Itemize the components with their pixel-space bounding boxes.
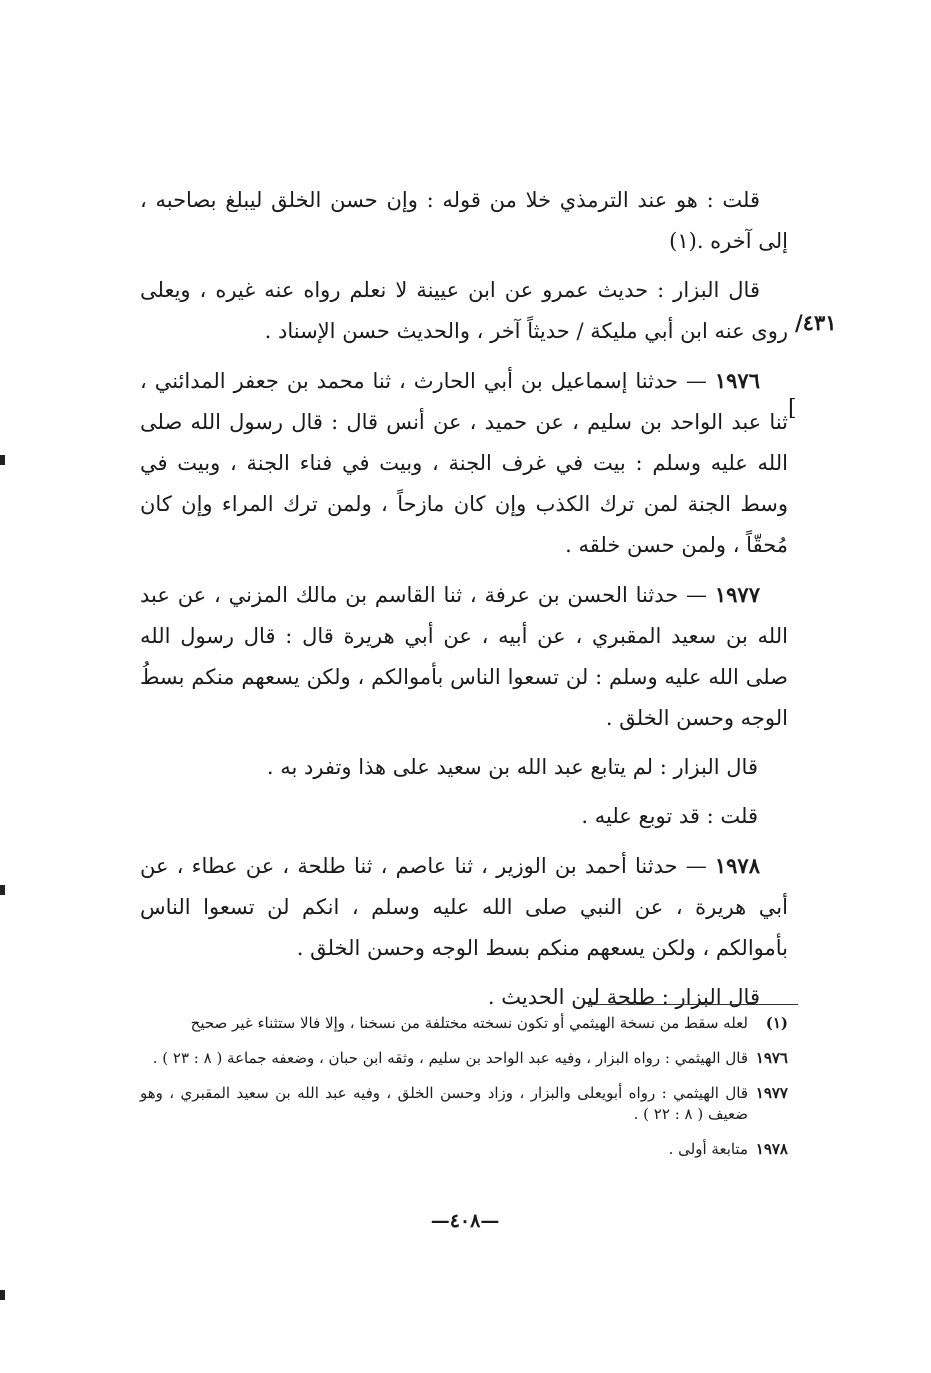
hadith-number: ١٩٧٧ (714, 582, 760, 607)
footnote-text: متابعة أولى . (668, 1140, 748, 1158)
scan-edge-mark (0, 455, 5, 465)
page-number: —٤٠٨— (430, 1210, 500, 1232)
footnote (140, 1048, 788, 1069)
hadith-number: ١٩٧٨ (714, 853, 760, 878)
footnote-text: قال الهيثمي : رواه البزار ، وفيه عبد الواحد بن سليم ، وثقه ابن حبان ، وضعفه جماعة ( ٨ : ٢٣ ) . (152, 1049, 748, 1067)
footnote-text: لعله سقط من نسخة الهيثمي أو تكون نسخته مختلفة من نسخنا ، وإلا فالا ستثناء غير صحيح (190, 1014, 748, 1032)
footnote-label: ١٩٧٨ (755, 1140, 788, 1158)
paragraph-p1: قلت : هو عند الترمذي خلا من قوله : وإن حسن الخلق ليبلغ بصاحبه ، إلى آخره .(١) (140, 188, 788, 253)
scan-edge-mark (0, 885, 5, 895)
margin-page-reference: ٤٣١/ (795, 310, 837, 335)
footnote-label: (١) (765, 1014, 788, 1032)
main-text (140, 180, 788, 1026)
footnote-text: قال الهيثمي : رواه أبويعلى والبزار ، وزاد وحسن الخلق ، وفيه عبد الله بن سعيد المقبري ، وهو ضعيف ( ٨ : ٢٢ ) . (140, 1084, 748, 1123)
footnote (140, 1013, 788, 1034)
scan-edge-mark (0, 1290, 5, 1300)
bracket-mark: [ (788, 396, 797, 421)
paragraph-p2: قال البزار : حديث عمرو عن ابن عيينة لا نعلم رواه عنه غيره ، ويعلى روى عنه ابن أبي مليكة / حديثاً آخر ، والحديث حسن الإسناد . (140, 278, 788, 343)
footnote (140, 1139, 788, 1160)
paragraph-p8: قال البزار : طلحة لين الحديث . (487, 985, 760, 1009)
hadith-1978: ١٩٧٨ — حدثنا أحمد بن الوزير ، ثنا عاصم ، ثنا طلحة ، عن عطاء ، عن أبي هريرة ، عن النبي صلى الله عليه وسلم ، انكم لن تسعوا الناس بأموالكم ، ولكن يسعهم منكم بسط الوجه وحسن الخلق . (140, 853, 788, 960)
footnote-label: ١٩٧٧ (755, 1084, 788, 1102)
footnote (140, 1083, 788, 1125)
footnote-label: ١٩٧٦ (755, 1049, 788, 1067)
paragraph-p5: قال البزار : لم يتابع عبد الله بن سعيد على هذا وتفرد به . (266, 755, 758, 779)
hadith-1976: ١٩٧٦ — حدثنا إسماعيل بن أبي الحارث ، ثنا محمد بن جعفر المدائني ، ثنا عبد الواحد بن سليم ، عن حميد ، عن أنس قال : قال رسول الله صلى الله عليه وسلم : بيت في غرف الجنة ، وبيت في فناء الجنة ، وبيت في وسط الجنة لمن ترك الكذب وإن كان مازحاً ، ولمن ترك المراء وإن كان مُحقّاً ، ولمن حسن خلقه . (140, 368, 788, 557)
footnote-separator (588, 1004, 798, 1005)
paragraph-p6: قلت : قد توبع عليه . (581, 804, 758, 828)
hadith-number: ١٩٧٦ (714, 368, 760, 393)
footnotes (140, 1013, 788, 1174)
hadith-1977: ١٩٧٧ — حدثنا الحسن بن عرفة ، ثنا القاسم بن مالك المزني ، عن عبد الله بن سعيد المقبري ، عن أبيه ، عن أبي هريرة قال : قال رسول الله صلى الله عليه وسلم : لن تسعوا الناس بأموالكم ، ولكن يسعهم منكم بسطُ الوجه وحسن الخلق . (140, 582, 788, 730)
